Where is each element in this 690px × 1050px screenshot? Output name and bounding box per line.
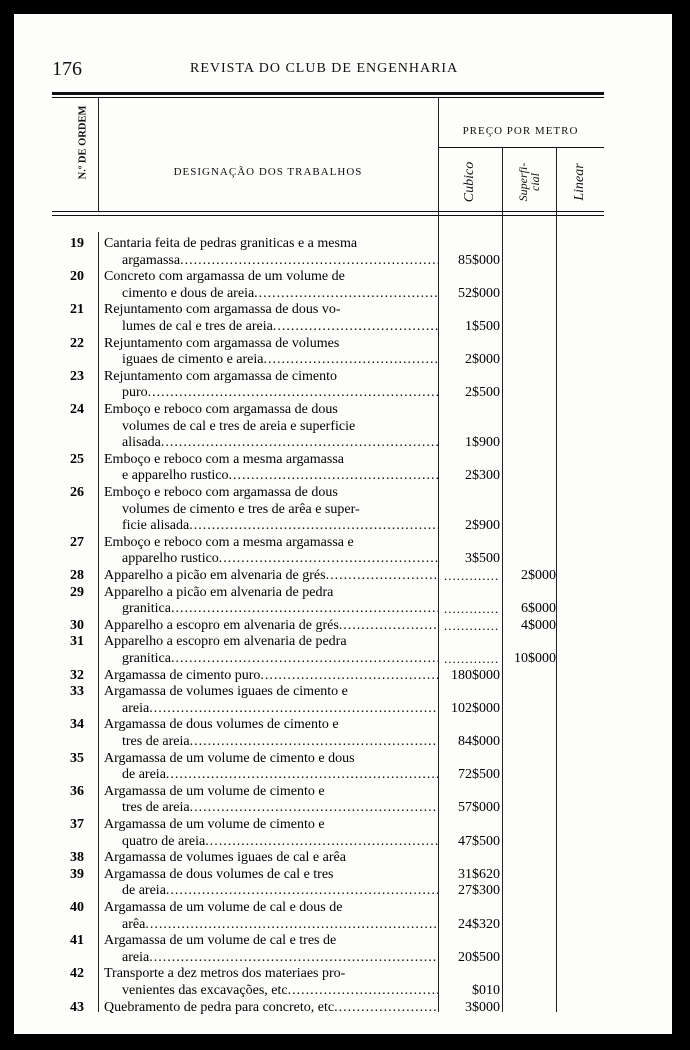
row-description [104, 1000, 438, 1017]
price-cubico: 180$000 [451, 667, 500, 683]
description-line: Argamassa de volumes iguaes de cimento e [104, 684, 348, 700]
row-description [104, 302, 438, 335]
row-number: 35 [70, 750, 84, 766]
price-cubico: 3$500 [465, 551, 500, 567]
row-description [104, 966, 438, 999]
price-cubico: 20$500 [458, 949, 500, 965]
price-superficial: 4$000 [521, 617, 556, 633]
leader-dots [149, 950, 438, 967]
row-number: 22 [70, 335, 84, 351]
description-line: Argamassa de um volume de cal e dous de [104, 900, 343, 915]
leader-dots [190, 734, 438, 751]
description-line: Argamassa de cimento puro [104, 667, 261, 683]
description-line: tres de areia [122, 733, 190, 749]
description-line: cimento e dous de areia [122, 285, 255, 301]
price-cubico: 31$620 [458, 866, 500, 882]
description-line: Argamassa de um volume de cimento e [104, 783, 325, 799]
row-number: 26 [70, 485, 84, 500]
description-line: de areia [122, 883, 166, 899]
description-line: Emboço e reboco com a mesma argamassa [104, 451, 344, 467]
description-line: granitica [122, 650, 171, 666]
row-number: 32 [70, 667, 84, 683]
price-superficial: 10$000 [514, 651, 556, 666]
description-line: alisada [122, 435, 161, 451]
description-line: argamassa [122, 252, 181, 268]
description-line: Apparelho a escopro em alvenaria de grés [104, 617, 339, 633]
row-number: 39 [70, 866, 84, 882]
leader-dots [205, 834, 438, 851]
row-number: 24 [70, 402, 84, 417]
leader-dots [263, 352, 438, 369]
row-number: 40 [70, 900, 84, 915]
leader-dots [145, 917, 438, 934]
description-line: areia [122, 949, 150, 965]
price-superficial: 2$000 [521, 568, 556, 583]
price-cubico: 47$500 [458, 833, 500, 849]
leader-dots [161, 435, 438, 452]
description-line: arêa [122, 916, 146, 932]
description-line: iguaes de cimento e areia [122, 352, 264, 368]
page: 176 REVISTA DO CLUB DE ENGENHARIA N.º DE ORDEM DESIGNAÇÃO DOS TRABALHOS PREÇO POR METRO Cubico Superfi- cial Linear 19 Cantaria feita de pedras graniticas e a mesma argamassa ..... 85$000 20 Concreto com argamassa de um volume de cimento e dous de areia ..... 52$000 21 Rejuntamento com argamassa de dous vo- lumes de cal e tres de areia ..... 1$500 22 Rejuntamento com argamassa de volumes iguaes de cimento e areia ..... 2$000 23 Rejuntamento com argamassa de cimento puro ..... 2$500 24 Emboço e reboco com argamassa de dous volumes de cal e tres de areia e superficie alisada ..... 1$900 25 Emboço e reboco com a mesma argamassa e apparelho rustico ..... 2$300 26 Emboço e reboco com argamassa de dous volumes de cimento e tres de arêa e super- ficie alisada ..... 2$900 27 Emboço e reboco com a mesma argamassa e apparelho rustico ..... 3$500 28 Apparelho a picão em alvenaria de grés ..... ..... 2$000 29 Apparelho a picão em alvenaria de pedra granitica ..... ..... 6$000 30 Apparelho a escopro em alvenaria de grés ..... ..... 4$000 31 Apparelho a escopro em alvenaria de pedra granitica ..... ..... 10$000 32 Argamassa de cimento puro ..... 180$000 33 Argamassa de volumes iguaes de cimento e areia ..... 102$000 34 Argamassa de dous volumes de cimento e tres de areia ..... 84$000 35 Argamassa de um volume de cimento e dous de areia ..... 72$500 36 Argamassa de um volume de cimento e tres de areia ..... 57$000 37 Argamassa de um volume de cimento e quatro de areia ..... 47$500 38 Argamassa de volumes iguaes de cal e arêa 39 Argamassa de dous volumes de cal e tres de areia ..... 31$620 27$300 40 Argamassa de um volume de cal e dous de arêa ..... 24$320 41 Argamassa de um volume de cal e tres de areia ..... 20$500 42 Transporte a dez metros dos materiaes pro- venientes das excavações, etc ..... $010 43 Quebramento de pedra para concreto, etc ..... 3$000 [14, 14, 672, 1034]
price-cubico: 52$000 [458, 285, 500, 301]
leader-dots [339, 618, 438, 635]
description-line: Apparelho a escopro em alvenaria de pedra [104, 634, 347, 650]
leader-dots [166, 883, 438, 900]
page-number: 176 [52, 58, 82, 80]
leader-dots [288, 983, 438, 1000]
price-cubico: 2$000 [465, 352, 500, 368]
description-line: Rejuntamento com argamassa de dous vo- [104, 302, 341, 318]
row-number: 31 [70, 634, 84, 650]
row-description [104, 452, 438, 485]
row-number: 25 [70, 451, 84, 467]
leader-dots [180, 253, 438, 270]
row-number: 28 [70, 568, 84, 583]
row-number: 20 [70, 269, 84, 285]
description-line: tres de areia [122, 800, 190, 816]
leader-dots [254, 286, 438, 303]
row-description [104, 817, 438, 850]
description-line: Rejuntamento com argamassa de volumes [104, 335, 340, 351]
leader-dots [148, 385, 438, 402]
price-cubico: 57$000 [458, 800, 500, 816]
description-line: e apparelho rustico [122, 468, 229, 484]
price-cubico: 2$900 [465, 518, 500, 534]
price-cubico: 2$300 [465, 468, 500, 484]
description-line: Rejuntamento com argamassa de cimento [104, 368, 338, 384]
description-line: de areia [122, 767, 166, 783]
description-line: lumes de cal e tres de areia [122, 318, 273, 334]
row-description [104, 236, 438, 269]
header-superficial-line2: cial [528, 173, 542, 191]
leader-dots-cubico [444, 618, 498, 634]
row-description [104, 784, 438, 817]
leader-dots [229, 468, 438, 485]
leader-dots [334, 1000, 438, 1017]
row-number: 21 [70, 302, 84, 318]
description-line: Cantaria feita de pedras graniticas e a mesma [104, 236, 358, 251]
row-number: 37 [70, 817, 84, 832]
row-number: 23 [70, 368, 84, 384]
row-description [104, 485, 438, 535]
header-designacao: DESIGNAÇÃO DOS TRABALHOS [173, 166, 363, 178]
description-line: Quebramento de pedra para concreto, etc [104, 999, 335, 1015]
row-description [104, 900, 438, 933]
price-cubico: 2$500 [465, 385, 500, 401]
description-line: Apparelho a picão em alvenaria de pedra [104, 584, 334, 600]
leader-dots [326, 568, 438, 585]
header-superficial-line1: Superfi- [516, 162, 530, 202]
leader-dots [189, 518, 438, 535]
leader-dots [190, 800, 438, 817]
description-line: Argamassa de um volume de cimento e [104, 817, 325, 832]
row-number: 43 [70, 999, 84, 1015]
row-number: 29 [70, 584, 84, 600]
header-preco: PREÇO POR METRO [462, 125, 579, 137]
description-line: Apparelho a picão em alvenaria de grés [104, 568, 326, 583]
price-cubico: 1$500 [465, 319, 500, 334]
description-line: ficie alisada [122, 518, 190, 534]
row-description [104, 668, 438, 685]
top-rule-thick [52, 92, 604, 95]
price-cubico: 84$000 [458, 734, 500, 749]
price-cubico: 24$320 [458, 916, 500, 932]
row-number: 34 [70, 717, 84, 733]
leader-dots-cubico [444, 601, 498, 617]
price-cubico: 72$500 [458, 767, 500, 783]
description-line: Transporte a dez metros dos materiaes pro- [104, 966, 346, 982]
description-line: areia [122, 700, 150, 716]
leader-dots [171, 601, 438, 618]
running-title: REVISTA DO CLUB DE ENGENHARIA [190, 61, 459, 76]
description-line: Argamassa de um volume de cimento e dous [104, 750, 355, 766]
row-description [104, 535, 438, 568]
leader-dots [260, 668, 438, 685]
row-number: 19 [70, 236, 84, 251]
row-description [104, 850, 438, 867]
description-line: quatro de areia [122, 833, 206, 849]
top-rule-thin [52, 97, 604, 98]
leader-dots [273, 319, 438, 336]
row-description [104, 751, 438, 784]
row-description [104, 585, 438, 618]
leader-dots-cubico [444, 568, 498, 584]
row-number: 41 [70, 933, 84, 949]
price-cubico: 1$900 [465, 435, 500, 451]
description-line: volumes de cimento e tres de arêa e super- [122, 501, 360, 517]
price-cubico: 3$000 [465, 999, 500, 1015]
price-superficial: 6$000 [521, 601, 556, 617]
row-description [104, 933, 438, 966]
leader-dots-cubico [444, 651, 498, 667]
leader-dots [166, 767, 438, 784]
description-line: Emboço e reboco com argamassa de dous [104, 402, 338, 417]
description-line: volumes de cal e tres de areia e superficie [122, 418, 356, 434]
price-cubico: $010 [472, 983, 500, 998]
description-line: puro [122, 385, 148, 401]
description-line: Concreto com argamassa de um volume de [104, 269, 345, 285]
leader-dots [171, 651, 438, 668]
description-line: apparelho rustico [122, 551, 219, 567]
row-number: 38 [70, 850, 84, 866]
row-description [104, 867, 438, 900]
description-line: Emboço e reboco com a mesma argamassa e [104, 534, 354, 550]
row-description [104, 336, 438, 369]
col-rule-ordem-head [98, 98, 99, 211]
col-rule-ordem [98, 232, 99, 1012]
col-rule-superficial [502, 148, 503, 1012]
row-number: 36 [70, 783, 84, 799]
row-description [104, 369, 438, 402]
price-cubico: 102$000 [451, 700, 500, 716]
row-description [104, 634, 438, 667]
row-description [104, 402, 438, 452]
col-rule-linear [556, 148, 557, 1012]
price-cubico: 85$000 [458, 252, 500, 268]
row-number: 30 [70, 617, 84, 633]
row-number: 42 [70, 966, 84, 982]
row-number: 27 [70, 534, 84, 550]
description-line: Emboço e reboco com argamassa de dous [104, 485, 338, 500]
leader-dots [219, 551, 438, 568]
description-line: granitica [122, 601, 171, 617]
row-description [104, 568, 438, 585]
row-description [104, 684, 438, 717]
description-line: Argamassa de dous volumes de cimento e [104, 717, 339, 733]
leader-dots [149, 701, 438, 718]
description-line: Argamassa de volumes iguaes de cal e arêa [104, 850, 346, 866]
price-cubico-secondary: 27$300 [458, 883, 500, 899]
description-line: Argamassa de um volume de cal e tres de [104, 933, 337, 949]
row-description [104, 269, 438, 302]
description-line: venientes das excavações, etc [122, 982, 288, 998]
row-description [104, 717, 438, 750]
row-number: 33 [70, 684, 84, 700]
row-description [104, 618, 438, 635]
description-line: Argamassa de dous volumes de cal e tres [104, 866, 334, 882]
